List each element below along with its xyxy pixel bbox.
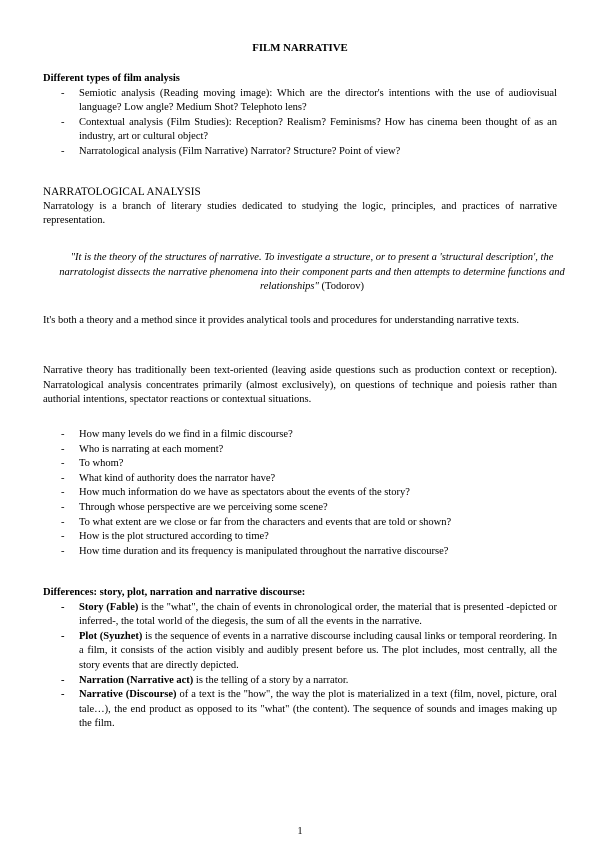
narrative-theory-paragraph: Narrative theory has traditionally been text-oriented (leaving aside questions such as production context or reception). Narratological analysis concentrates primarily (almost exclusively), on questions of technique and poiesis rather than authorial intentions, spectator reactions or contextual situations. bbox=[43, 365, 557, 406]
list-item: - Narration (Narrative act) is the telling of a story by a narrator. bbox=[61, 674, 349, 686]
term-story: Story (Fable) bbox=[79, 601, 139, 613]
term-narration: Narration (Narrative act) bbox=[79, 674, 194, 686]
differences-heading: Differences: story, plot, narration and narrative discourse: bbox=[43, 587, 306, 598]
theory-method-paragraph: It's both a theory and a method since it provides analytical tools and procedures for understanding narrative texts. bbox=[43, 315, 520, 326]
list-item: - Story (Fable) is the "what", the chain of events in chronological order, the material that is presented -depicted or inferred-, the total world of the diegesis, the sum of all the events in the narrative. bbox=[61, 601, 558, 628]
list-item: - Narrative (Discourse) of a text is the "how", the way the plot is materialized in a text (film, novel, picture, oral tale…), the end product as opposed to its "what" (the content). The sequence of sounds and images making up the film. bbox=[61, 689, 557, 730]
list-item: - Narratological analysis (Film Narrative) Narrator? Structure? Point of view? bbox=[61, 145, 401, 157]
page-number: 1 bbox=[297, 826, 303, 837]
film-analysis-list bbox=[43, 87, 557, 160]
narratological-section bbox=[43, 185, 557, 229]
page-title: FILM NARRATIVE bbox=[252, 42, 348, 54]
list-item: - How is the plot structured according to time? bbox=[61, 531, 269, 543]
todorov-quote bbox=[43, 251, 581, 295]
term-narrative: Narrative (Discourse) bbox=[79, 689, 177, 701]
quote-attribution: (Todorov) bbox=[318, 281, 364, 293]
list-item: - How time duration and its frequency is manipulated throughout the narrative discourse? bbox=[61, 545, 449, 557]
narrative-questions bbox=[43, 428, 557, 559]
list-item: - Contextual analysis (Film Studies): Reception? Realism? Feminisms? How has cinema been thought of as an industry, art or cultural object? bbox=[61, 116, 557, 143]
list-item: - Who is narrating at each moment? bbox=[61, 443, 224, 455]
quote-text: "It is the theory of the structures of narrative. To investigate a structure, or to present a 'structural description', the narratologist dissects the narrative phenomena into their component parts and then attempts to determine functions and relationships" bbox=[59, 252, 565, 293]
list-item: - How many levels do we find in a filmic discourse? bbox=[61, 429, 293, 440]
film-analysis-section bbox=[43, 72, 557, 160]
list-item: - Semiotic analysis (Reading moving image): Which are the director's intentions with the use of audiovisual language? Low angle? Medium Shot? Telephoto lens? bbox=[61, 87, 557, 114]
list-item: - Through whose perspective are we perceiving some scene? bbox=[61, 501, 328, 513]
differences-list bbox=[43, 601, 557, 732]
list-item: - Plot (Syuzhet) is the sequence of events in a narrative discourse including causal links or temporal reordering. In a film, it consists of the action visibly and audibly present before us. The plot includes, most centrally, all the story events that are directly depicted. bbox=[61, 630, 557, 671]
questions-list bbox=[43, 428, 557, 559]
list-item: - To what extent are we close or far from the characters and events that are told or shown? bbox=[61, 516, 452, 528]
list-item: - How much information do we have as spectators about the events of the story? bbox=[61, 487, 410, 499]
differences-section bbox=[43, 586, 557, 732]
film-analysis-heading: Different types of film analysis bbox=[43, 73, 180, 84]
list-item: - To whom? bbox=[61, 458, 124, 470]
list-item: - What kind of authority does the narrator have? bbox=[61, 472, 276, 484]
term-plot: Plot (Syuzhet) bbox=[79, 630, 143, 642]
narratology-intro: Narratology is a branch of literary studies dedicated to studying the logic, principles, and practices of narrative representation. bbox=[43, 200, 557, 227]
narratological-heading: NARRATOLOGICAL ANALYSIS bbox=[43, 186, 201, 198]
